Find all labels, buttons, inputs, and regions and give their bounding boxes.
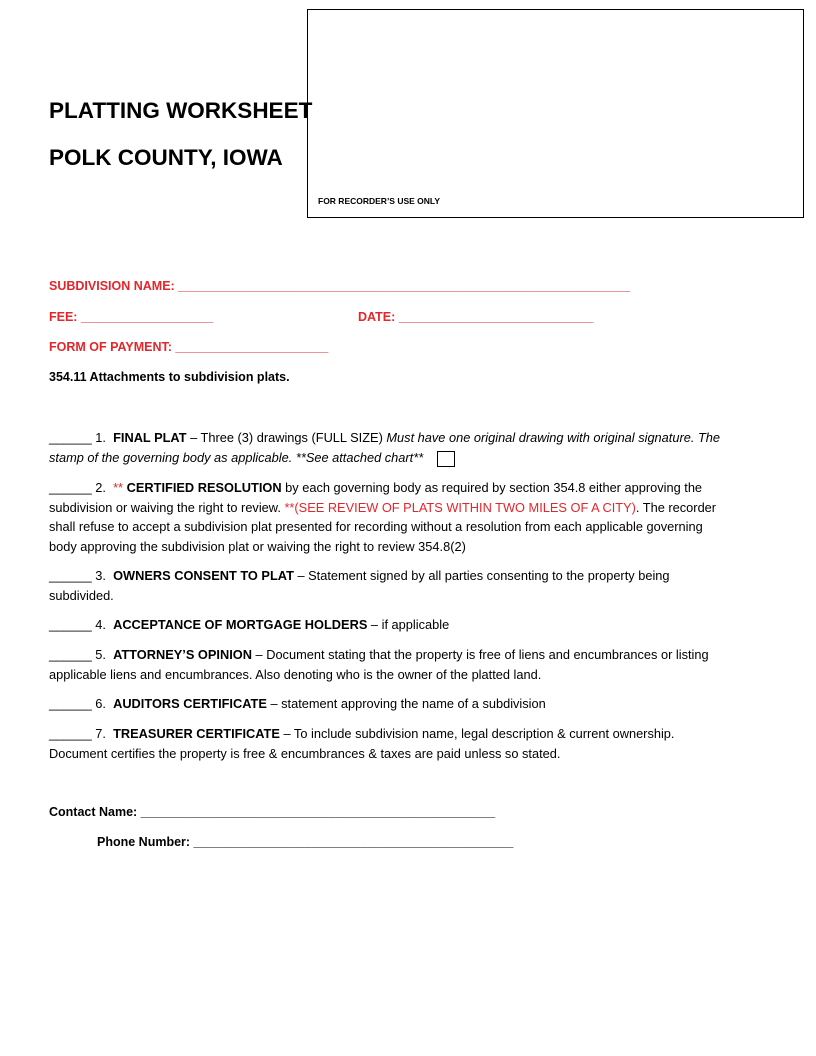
item-blank[interactable]: ______ [49, 647, 92, 662]
phone-number-field[interactable]: Phone Number: ______________________________________________ [97, 835, 514, 849]
chart-checkbox[interactable] [437, 451, 455, 467]
item-text: – statement approving the name of a subdivision [266, 696, 546, 711]
item-text: – Statement signed by all parties consenting to the property being subdivided. [49, 568, 670, 603]
item-number: 5. [95, 647, 106, 662]
item-label: CERTIFIED RESOLUTION [126, 480, 282, 495]
checklist-item-final-plat [49, 428, 729, 467]
form-of-payment-field[interactable]: FORM OF PAYMENT: ______________________ [49, 340, 329, 354]
item-blank[interactable]: ______ [49, 726, 92, 741]
item-number: 7. [95, 726, 106, 741]
fee-field[interactable]: FEE: ___________________ [49, 310, 214, 324]
checklist-item-certified-resolution [49, 478, 729, 556]
page-title: PLATTING WORKSHEET [49, 98, 313, 123]
item-label: AUDITORS CERTIFICATE [113, 696, 267, 711]
item-number: 3. [95, 568, 106, 583]
statute-heading: 354.11 Attachments to subdivision plats. [49, 370, 290, 384]
date-field[interactable]: DATE: ____________________________ [358, 310, 594, 324]
subdivision-name-field[interactable]: SUBDIVISION NAME: _________________________________________________________________ [49, 279, 631, 293]
item-text: – Document stating that the property is free of liens and encumbrances or listing applicable liens and encumbrances. Also denoting who is the owner of the platted land. [49, 647, 709, 682]
item-red-note: **(SEE REVIEW OF PLATS WITHIN TWO MILES OF A CITY) [284, 499, 636, 515]
item-label: TREASURER CERTIFICATE [113, 726, 280, 741]
item-text: by each governing body as required by section 354.8 either approving the subdivision or waiving the right to review. [49, 480, 703, 515]
checklist-item-owners-consent [49, 566, 729, 605]
item-text-continued: . The recorder shall refuse to accept a subdivision plat presented for recording without a resolution from each applicable governing body approving the subdivision plat or waiving the right to review 354.8(2) [49, 499, 717, 554]
item-number: 4. [95, 617, 106, 632]
item-label: FINAL PLAT [113, 430, 187, 445]
item-text: – To include subdivision name, legal description & current ownership. Document certifies the property is free & encumbrances & taxes are paid unless so stated. [49, 726, 675, 761]
item-text: – if applicable [367, 617, 450, 632]
item-number: 6. [95, 696, 106, 711]
item-blank[interactable]: ______ [49, 617, 92, 632]
county-title: POLK COUNTY, IOWA [49, 145, 283, 170]
item-blank[interactable]: ______ [49, 568, 92, 583]
item-label: OWNERS CONSENT TO PLAT [113, 568, 294, 583]
item-number: 1. [95, 430, 106, 445]
item-prefix: ** [113, 480, 124, 495]
item-blank[interactable]: ______ [49, 430, 92, 445]
checklist-item-auditors-certificate [49, 694, 729, 714]
checklist-item-mortgage-holders [49, 615, 729, 635]
contact-name-field[interactable]: Contact Name: ___________________________________________________ [49, 805, 496, 819]
checklist-item-treasurer-certificate [49, 724, 729, 763]
item-text: – Three (3) drawings (FULL SIZE) [186, 430, 387, 445]
recorder-box-label: FOR RECORDER’S USE ONLY [318, 196, 441, 206]
item-blank[interactable]: ______ [49, 696, 92, 711]
item-label: ACCEPTANCE OF MORTGAGE HOLDERS [113, 617, 368, 632]
recorder-use-box [307, 9, 804, 218]
item-number: 2. [95, 480, 106, 495]
item-italic-note: Must have one original drawing with original signature. The stamp of the governing body as applicable. **See attached chart** [49, 430, 721, 465]
item-blank[interactable]: ______ [49, 480, 92, 495]
item-label: ATTORNEY’S OPINION [113, 647, 252, 662]
checklist-item-attorney-opinion [49, 645, 729, 684]
